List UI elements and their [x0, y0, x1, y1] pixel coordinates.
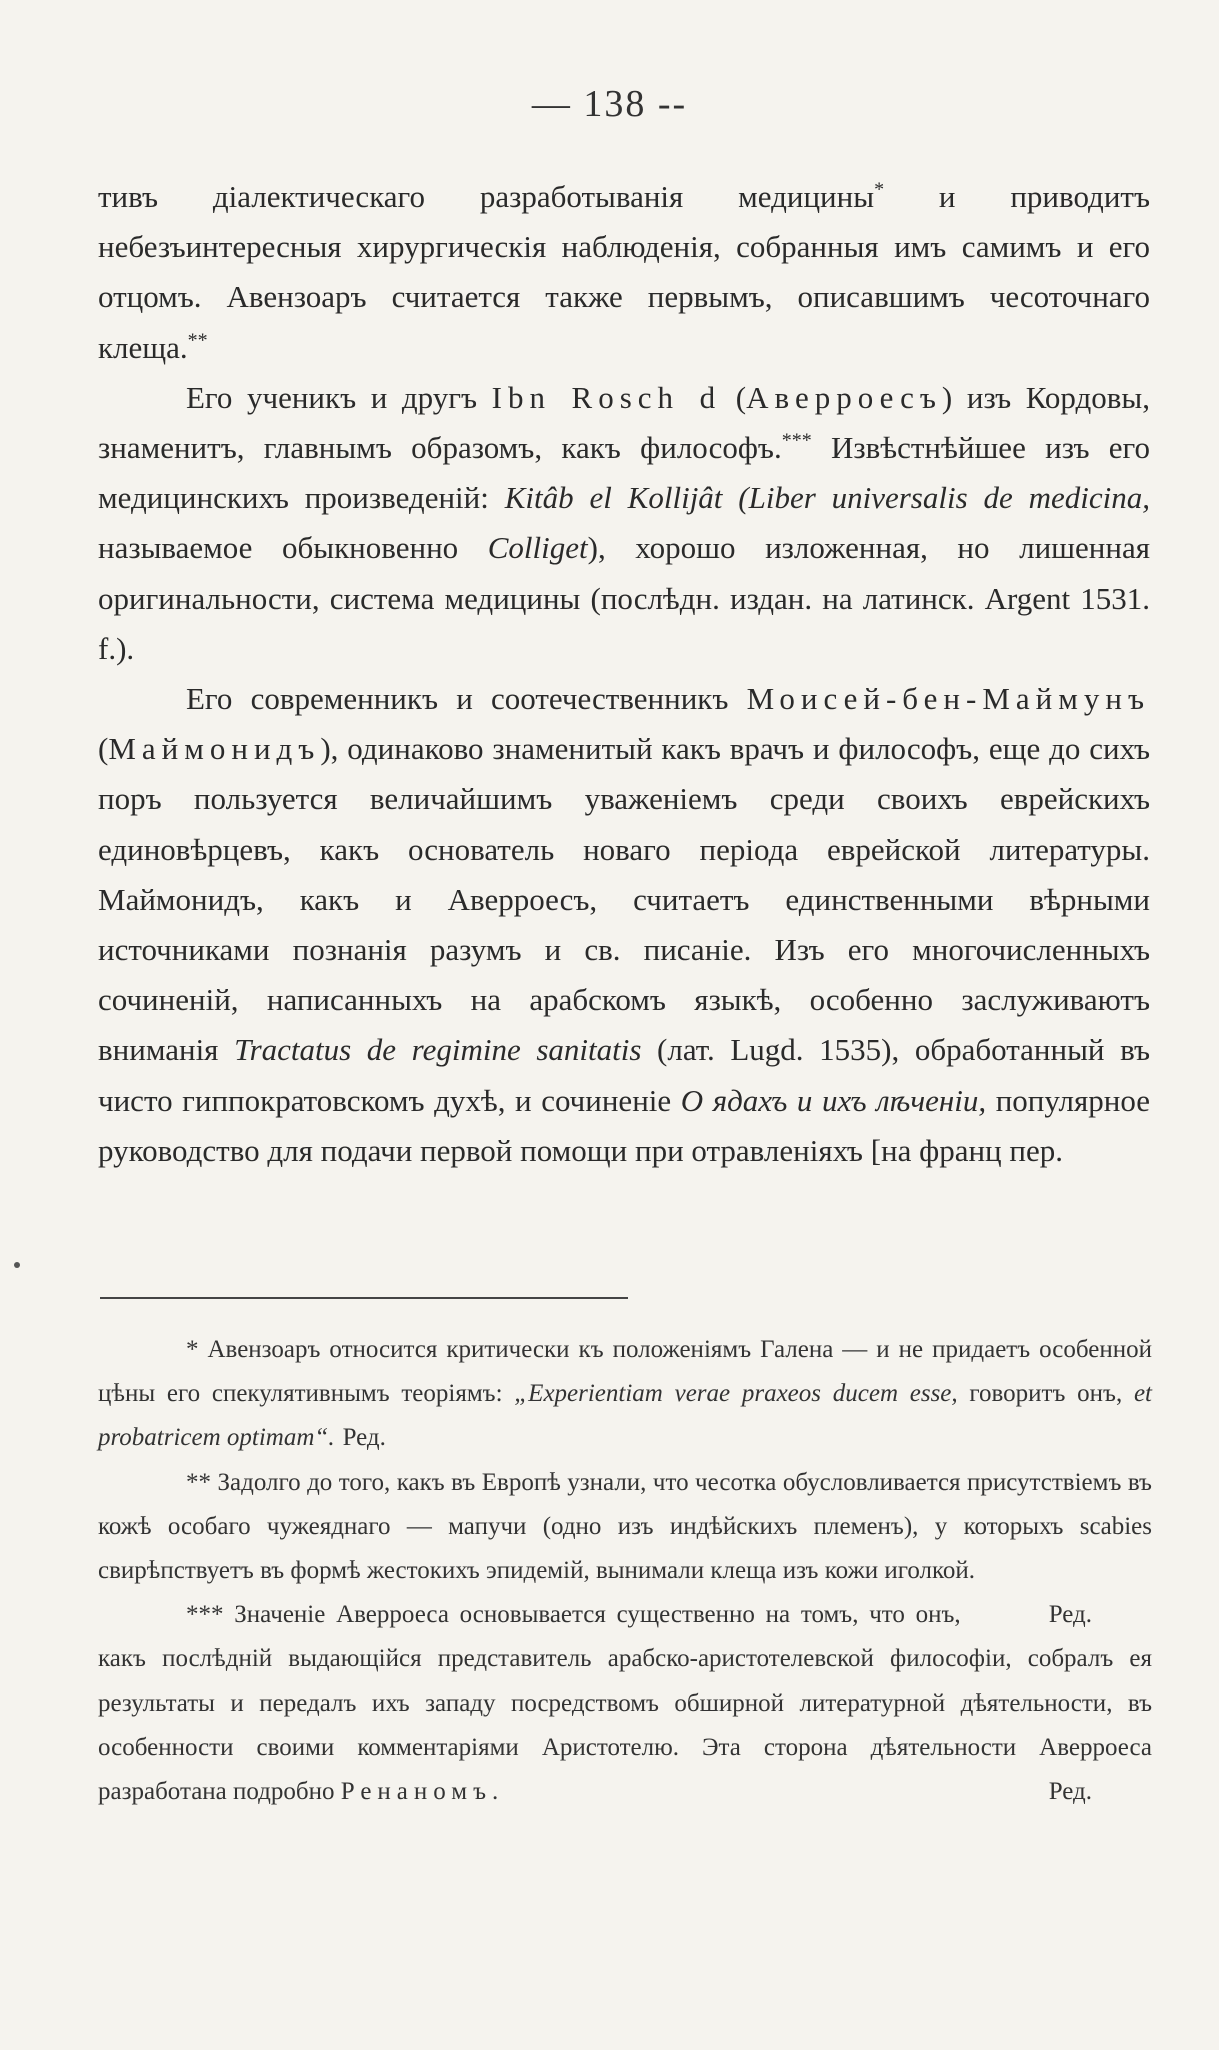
name-ibn-rosched: Ibn Rosch d	[491, 379, 722, 415]
fn3-editor-mark: Ред.	[1048, 1778, 1092, 1806]
p3-text4: (лат. Lugd. 1535), обработанный въ чисто гиппократовскомъ духѣ, и сочиненіе	[98, 1032, 1151, 1118]
fn2-editor-mark: Ред.	[1048, 1601, 1092, 1629]
p3-text3: ), одинаково знаменитый какъ врачъ и философъ, еще до сихъ поръ пользуется величайшимъ уваженіемъ среди своихъ еврейскихъ единовѣрцевъ, какъ основатель новаго періода еврейской литературы. Маймонидъ, какъ и Аверроесъ, считаетъ единственными вѣрными источниками познанія разумъ и св. писаніе. Изъ его многочисленныхъ сочиненій, написанныхъ на арабскомъ языкѣ, особенно заслуживаютъ вниманія	[98, 731, 1150, 1068]
p3-text2: (	[98, 731, 109, 767]
p2-text5: называемое обыкновенно	[98, 530, 488, 566]
title-kitab: Kitâb el Kollijât (Liber universalis de medicina,	[504, 480, 1150, 516]
footnote-ref-2: **	[187, 329, 208, 352]
name-averroes: Аверроесъ	[746, 379, 942, 415]
footnotes	[98, 1328, 1152, 1814]
p2-text2: (	[721, 379, 747, 415]
fn2-text: ** Задолго до того, какъ въ Европѣ узнали, что чесотка обусловливается присутствіемъ въ кожѣ особаго чужеяднаго — мапучи (одно изъ индѣйскихъ племенъ), у которыхъ scabies свирѣпствуетъ въ формѣ жестокихъ эпидемій, вынимали клеща изъ кожи иголкой.	[98, 1468, 1152, 1585]
p2-text1: Его ученикъ и другъ	[186, 379, 492, 415]
p2-text6: ), хорошо изложенная, но лишенная оригинальности, система медицины (послѣдн. издан. на латинск. Argent 1531. f.).	[98, 530, 1150, 666]
p3-text5: популярное руководство для подачи первой помощи при отравленіяхъ [на франц пер.	[98, 1082, 1150, 1168]
paragraph-2	[98, 373, 1150, 674]
p1-text2: и приводитъ небезъинтересныя хирургическія наблюденія, собранныя имъ самимъ и его отцомъ. Авензоаръ считается также первымъ, описавшимъ чесоточнаго клеща.	[98, 179, 1150, 365]
title-colliget: Colliget	[487, 530, 588, 566]
margin-speck	[14, 1262, 20, 1268]
fn1-editor-mark: Ред.	[342, 1424, 386, 1452]
title-o-yadakh: О ядахъ и ихъ лѣченіи,	[680, 1082, 987, 1118]
name-moisei-ben-maimun: Моисей-бен-Маймунъ	[746, 681, 1150, 717]
footnote-divider	[100, 1297, 628, 1299]
fn3-text1: *** Значеніе Аверроеса основывается существенно на томъ, что онъ, какъ послѣдній выдающійся представитель арабско-аристотелевской философіи, собралъ ея результаты и передалъ ихъ западу посредствомъ обширной литературной дѣятельности, въ особенности своими комментаріями Аристотелю. Эта сторона дѣятельности Аверроеса разработана подробно	[98, 1601, 1152, 1806]
name-maimonides: Маймонидъ	[108, 731, 321, 767]
paragraph-1	[98, 172, 1150, 373]
footnote-ref-3: ***	[781, 429, 812, 452]
main-text	[98, 172, 1150, 1176]
p2-text3: ) изъ Кордовы, знаменитъ, главнымъ образомъ, какъ философъ.	[98, 379, 1151, 466]
title-tractatus: Tractatus de regimine sanitatis	[234, 1032, 642, 1068]
p3-text1: Его современникъ и соотечественникъ	[186, 681, 747, 717]
paragraph-3	[98, 674, 1150, 1176]
fn1-text2: говоритъ онъ,	[957, 1380, 1134, 1408]
name-renan: Ренаномъ.	[340, 1778, 505, 1806]
footnote-2	[98, 1461, 1152, 1629]
fn1-text1: * Авензоаръ относится критически къ положеніямъ Галена — и не придаетъ особенной цѣны его спекулятивнымъ теоріямъ:	[98, 1336, 1152, 1408]
footnote-ref-1: *	[874, 178, 885, 201]
footnote-1	[98, 1328, 1152, 1461]
fn1-quote2: et probatricem optimam“.	[98, 1380, 1152, 1452]
fn1-quote: „Experientiam verae praxeos ducem esse,	[514, 1380, 958, 1408]
p1-text: тивъ діалектическаго разработыванія медицины	[98, 179, 875, 214]
p2-text4: Извѣстнѣйшее изъ его медицинскихъ произведеній:	[98, 430, 1150, 516]
page-number: — 138 --	[531, 83, 688, 125]
